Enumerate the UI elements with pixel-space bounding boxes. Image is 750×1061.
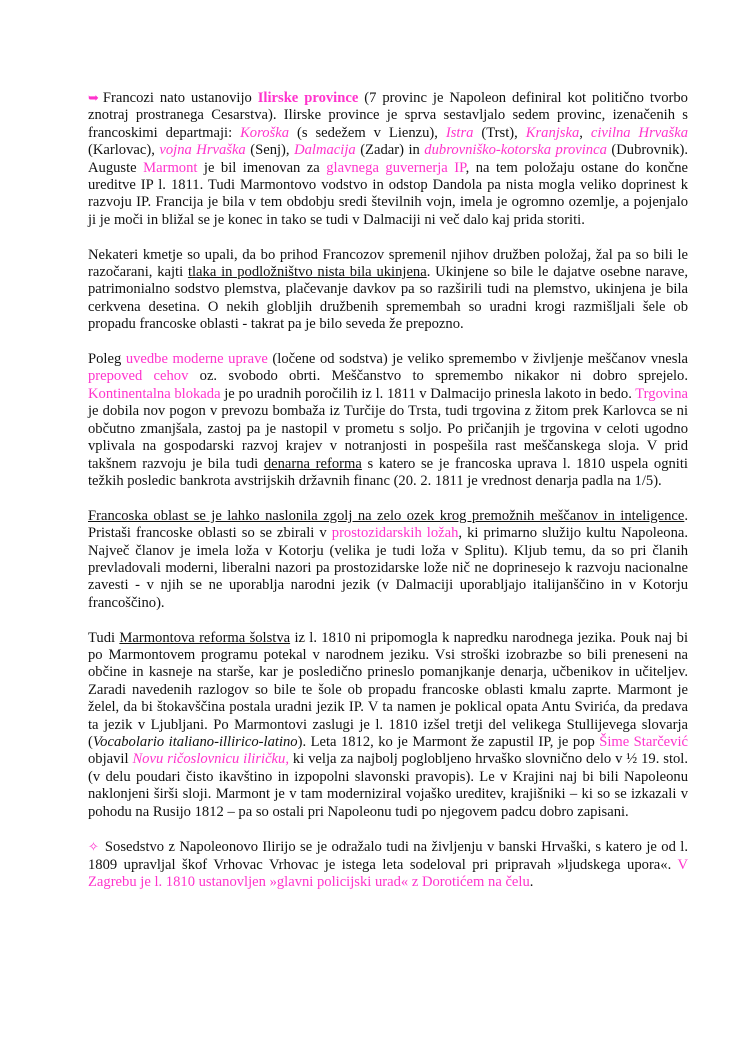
highlighted-term: Dalmacija: [294, 142, 356, 159]
highlighted-term: dubrovniško-kotorska provinca: [424, 142, 607, 159]
four-point-star-icon: ✧: [88, 839, 99, 855]
text-run: . Pristaši francoske oblasti so se zbirali v: [88, 507, 688, 542]
para-6-text: [88, 839, 688, 890]
text-run: (Dubrovnik). Auguste: [88, 142, 688, 176]
text-run: .: [529, 874, 534, 891]
highlighted-term: uvedbe moderne uprave: [125, 351, 268, 368]
para-1-text: [88, 90, 688, 228]
text-run: Francozi nato ustanovijo: [102, 90, 258, 106]
text-run: (Trst),: [473, 124, 526, 141]
paragraph-moderna-uprava: [88, 351, 688, 490]
text-run: je bil imenovan za: [197, 159, 327, 176]
highlighted-term: tlaka in podložništvo nista bila ukinjena: [187, 264, 427, 281]
text-run: . Ukinjene so bile le dajatve osebne narave, patrimonialno sodstvo plemstva, plačevanje davkov pa so razširili tudi na plemstvo, ukinjena je bila cerkvena desetina. O nekih globljih družbenih spremembah so uradni krogi razmišljali šele ob propadu francoske oblasti - takrat pa je bilo seveda že prepozno.: [88, 264, 688, 333]
para-4-text: [88, 508, 688, 611]
text-run: ,: [579, 124, 591, 141]
highlighted-term: Novu ričoslovnicu iliričku,: [132, 751, 289, 768]
text-run: s katero se je francoska uprava l. 1810 uspela ogniti težkih posledic bankrota avstrijskih državnih financ (20. 2. 1811 je vrednost denarja padla na 1/5).: [88, 455, 688, 489]
text-run: iz l. 1810 ni pripomogla k napredku narodnega jezika. Pouk naj bi po Marmontovem programu potekal v narodnem jeziku. Vsi stroški izobrazbe so bili preneseni na občine in kasneje na starše, kar je posledično prineslo pomanjkanje denarja, učbenikov in učiteljev. Zaradi navedenih razlogov so bile te šole ob propadu francoske oblasti kmalu zaprte. Marmont je želel, da bi štokavščina postala uradni jezik IP. V ta namen je poklical opata Antu Svirića, da predava ta jezik v Ljubljani. Po Marmontovi zaslugi je l. 1810 izšel tretji del velikega Stullijevega slovarja (: [88, 629, 689, 750]
text-run: ki velja za najbolj poglobljeno hrvaško slovnično delo v ½ 19. stol. (v delu poudari čisto ikavštino in izpopolni slavonski pravopis). Le v Krajini naj bi bili Napoleonu naklonjeni širši sloji. Marmont je v tam moderniziral vojaško ureditev, krajišniki – ki so se izkazali v pohodu na Rusijo 1812 – pa so ostali pri Napoleonu tudi po njegovem padcu dobro zapisani.: [88, 751, 688, 820]
highlighted-term: Ilirske province: [257, 90, 359, 106]
text-run: objavil: [88, 751, 133, 768]
highlighted-term: prostozidarskih ložah: [331, 525, 459, 542]
highlighted-term: glavnega guvernerja IP: [326, 159, 466, 176]
text-run: ). Leta 1812, ko je Marmont že zapustil IP, je pop: [297, 733, 600, 750]
text-run: (Zadar) in: [355, 142, 425, 159]
highlighted-term: Vocabolario italiano-illirico-latino: [92, 733, 298, 750]
text-run: oz. svobodo obrti. Meščanstvo to spremembo nikakor ni dobro sprejelo.: [188, 368, 688, 385]
text-run: (Karlovac),: [88, 142, 160, 159]
text-run: (s sedežem v Lienzu),: [289, 124, 446, 141]
paragraph-banska-hrvaska: [88, 838, 688, 891]
text-run: je po uradnih poročilih iz l. 1811 v Dalmacijo prinesla lakoto in bedo.: [220, 385, 636, 402]
text-run: , na tem položaju ostane do končne ureditve IP l. 1811. Tudi Marmontovo vodstvo in odstop Dandola pa nista mogla veliko doprinest k razvoju IP. Francija je bila v tem obdobju sredi številnih vojn, imela je ogromno ozemlje, a pojenjalo ji je moči in bližal se je konec in tako se tudi v Dalmaciji ni več dalo kaj prida storiti.: [88, 159, 689, 228]
highlighted-term: denarna reforma: [263, 455, 362, 472]
para-5-text: [88, 630, 688, 820]
highlighted-term: Kranjska: [525, 124, 580, 141]
paragraph-reforma-solstva: [88, 630, 688, 821]
para-3-text: [88, 351, 688, 489]
highlighted-term: Kontinentalna blokada: [88, 385, 221, 402]
highlighted-term: civilna Hrvaška: [590, 124, 688, 141]
text-run: (Senj),: [245, 142, 295, 159]
highlighted-term: Francoska oblast se je lahko naslonila zgolj na zelo ozek krog premožnih meščanov in inteligence: [88, 507, 685, 524]
arrow-icon: ➥: [88, 90, 99, 105]
paragraph-francoska-oblast: [88, 508, 688, 612]
highlighted-term: Koroška: [240, 124, 289, 141]
text-run: (ločene od sodstva) je veliko spremembo v življenje meščanov vnesla: [267, 351, 688, 368]
text-run: Sosedstvo z Napoleonovo Ilirijo se je odražalo tudi na življenju v banski Hrvaški, s katero je od l. 1809 upravljal škof Vrhovac Vrhovac je istega leta sodeloval pri pripravah »ljudskega upora«.: [88, 839, 688, 873]
paragraph-ilirske-province: [88, 89, 688, 229]
document-page: [88, 89, 688, 909]
highlighted-term: prepoved cehov: [88, 368, 189, 385]
text-run: Tudi: [88, 629, 120, 646]
text-run: Nekateri kmetje so upali, da bo prihod Francozov spremenil njihov družben položaj, žal pa so bili le razočarani, kajti: [88, 246, 688, 281]
text-run: , ki primarno služijo kultu Napoleona. Največ članov je imela loža v Kotorju (velika je tudi loža v Splitu). Kljub temu, da so pri članih prevladovali moderni, liberalni nazori pa prostozidarske lože nič ne doprinesejo k razvoju nacionalne zavesti - v njih se ne uporablja narodni jezik (v Dalmaciji uporabljajo italijanščino in v Kotorju francoščino).: [88, 525, 689, 611]
text-run: (7 provinc je Napoleon definiral kot politično tvorbo znotraj prostranega Cesarstva). Ilirske province je sprva sestavljalo sedem provinc, izenačenih s francoskimi departmaji:: [88, 90, 688, 141]
highlighted-term: vojna Hrvaška: [159, 142, 246, 159]
highlighted-term: V Zagrebu je l. 1810 ustanovljen »glavni policijski urad« z Dorotićem na čelu: [88, 856, 688, 891]
paragraph-kmetje: [88, 247, 688, 334]
highlighted-term: Marmont: [143, 159, 198, 176]
highlighted-term: Trgovina: [635, 385, 688, 402]
highlighted-term: Šime Starčević: [599, 733, 688, 750]
text-run: je dobila nov pogon v prevozu bombaža iz Turčije do Trsta, tudi trgovina z žitom prek Karlovca se ni občutno zmanjšala, zastoj pa je nastopil v prometu s soljo. Po pričanjih je trgovina v celoti ugodno vplivala na gospodarski razvoj krajev v notranjosti in pospešila rast meščanskega sloja. V prid takšnem razvoju je bila tudi: [88, 403, 688, 472]
para-2-text: [88, 247, 688, 333]
highlighted-term: Istra: [445, 124, 474, 141]
highlighted-term: Marmontova reforma šolstva: [119, 629, 291, 646]
text-run: Poleg: [88, 351, 126, 368]
